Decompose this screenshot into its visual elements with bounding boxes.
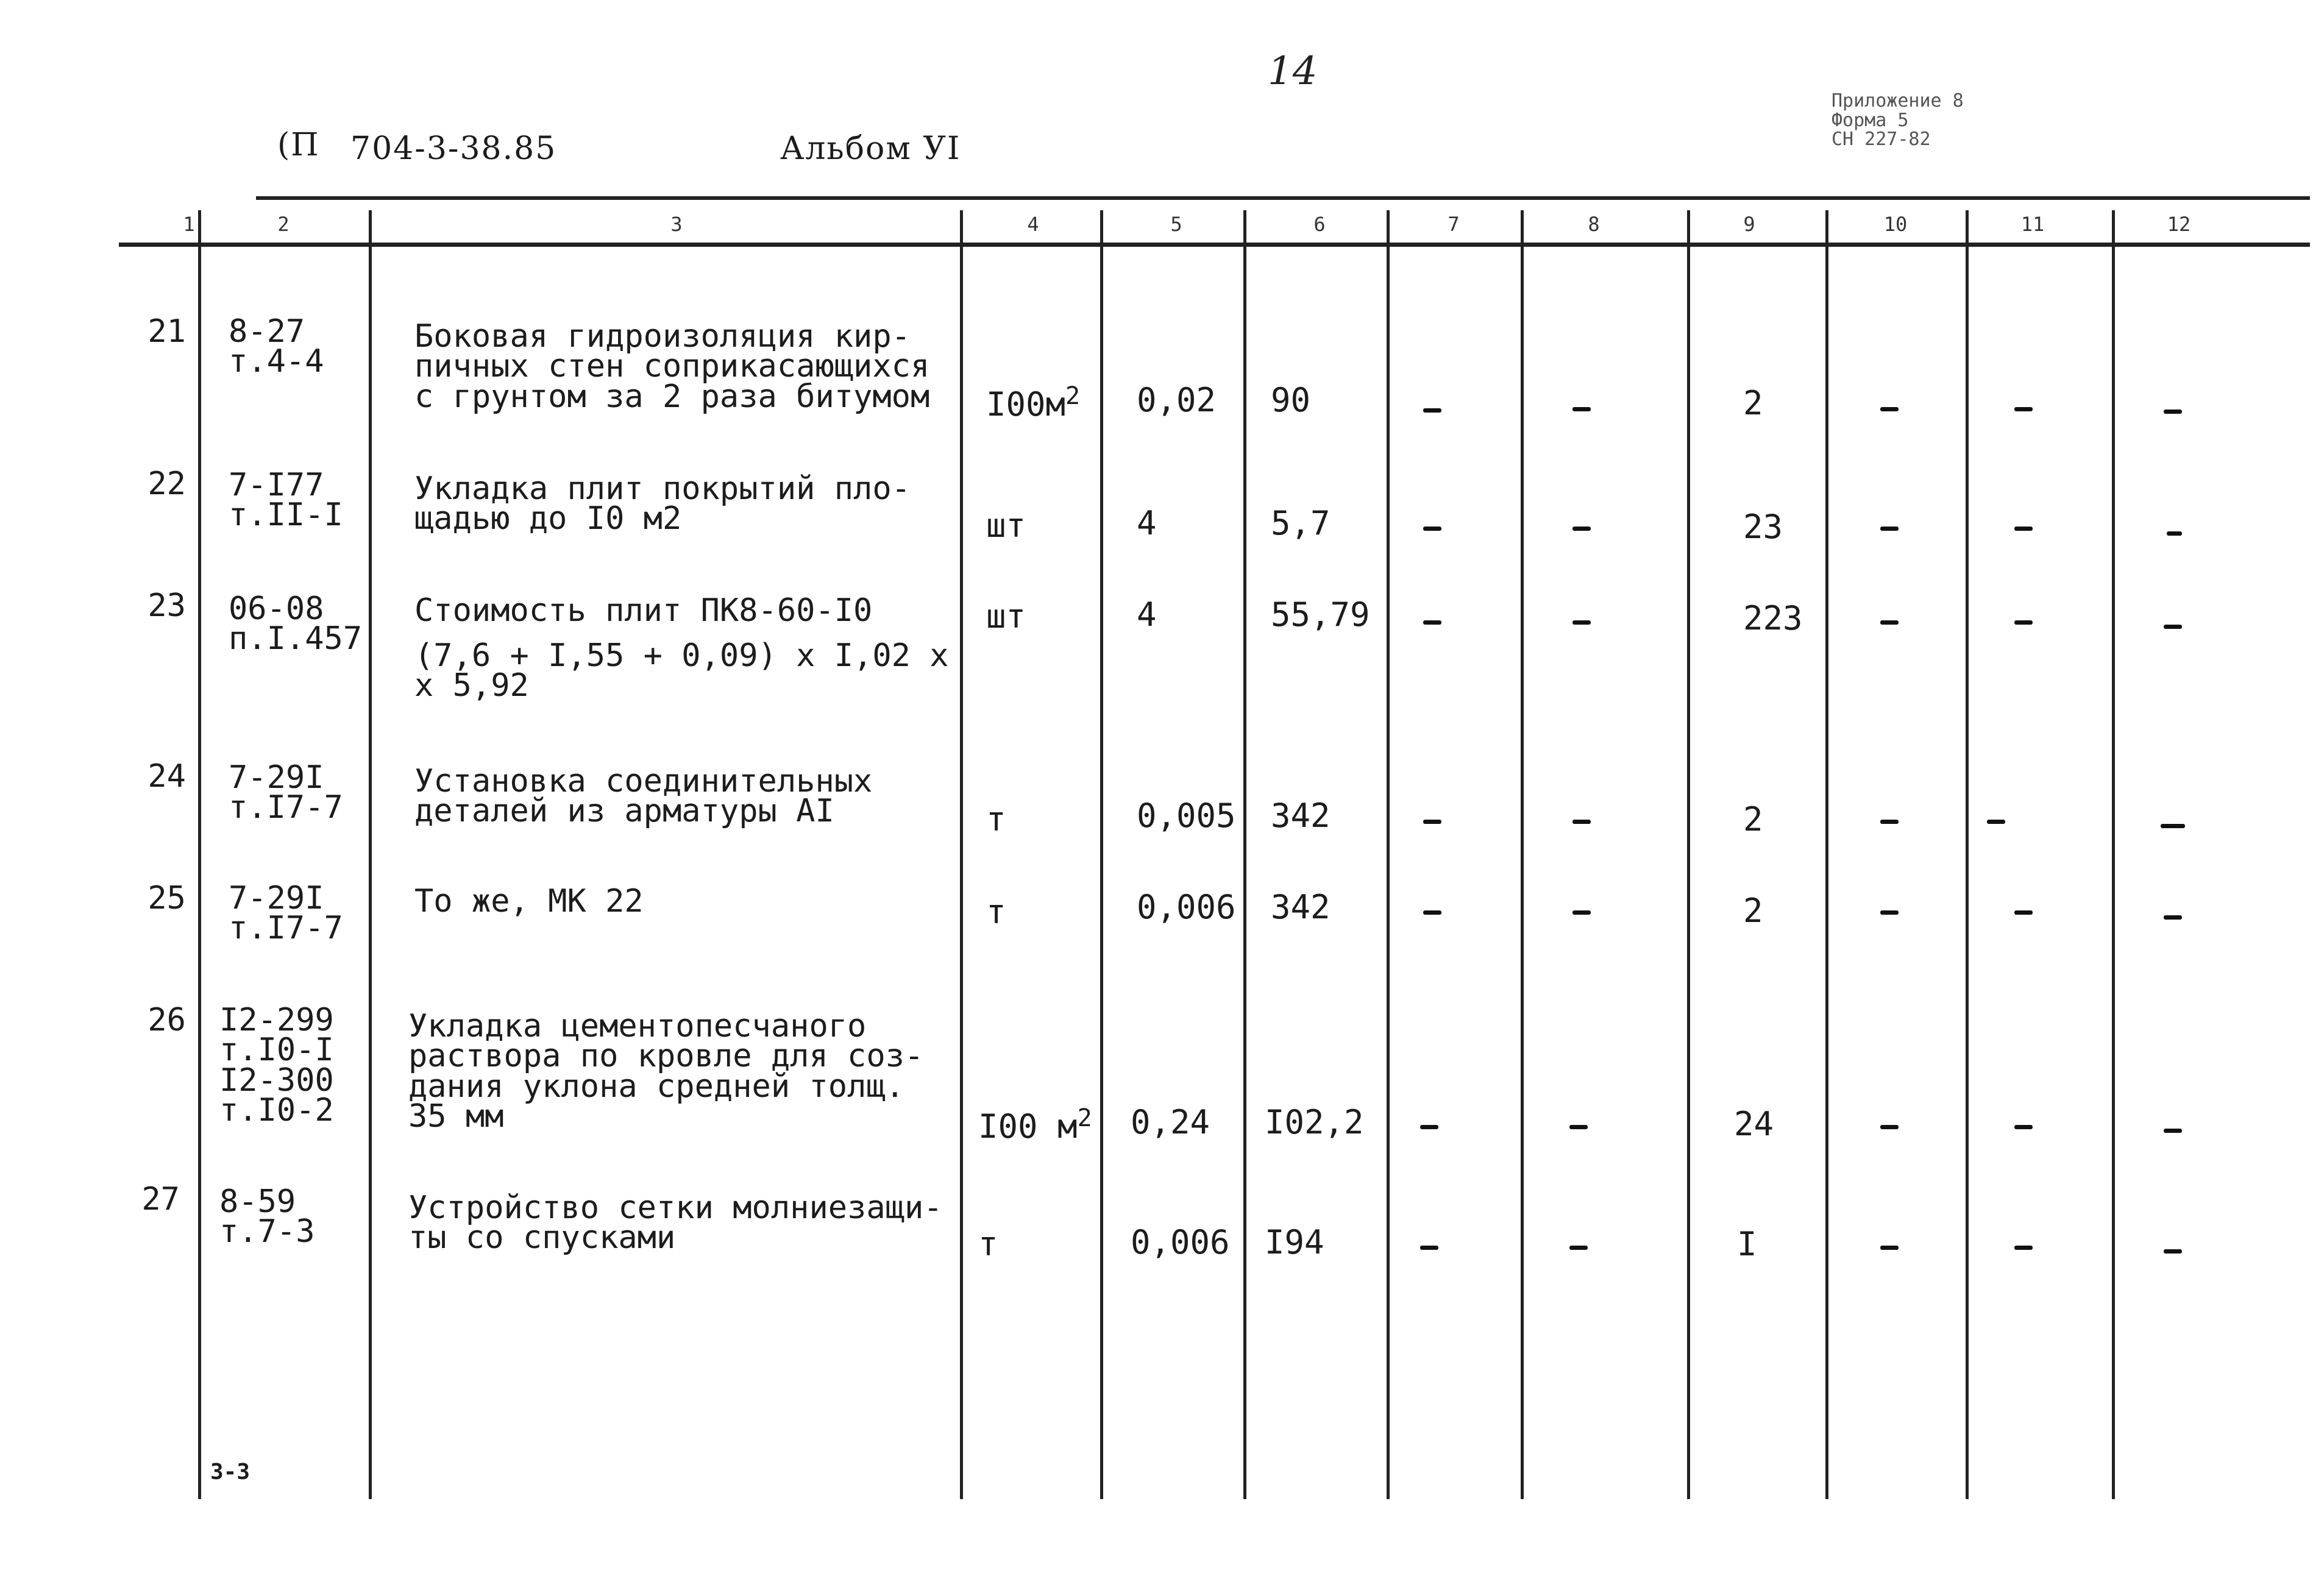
- row-code: 7-29I т.I7-7: [229, 759, 343, 826]
- empty-cell-dash: [1569, 1125, 1588, 1129]
- empty-cell-dash: [1572, 407, 1591, 411]
- column-divider: [960, 210, 963, 1499]
- row-total: I: [1737, 1225, 1757, 1263]
- row-quantity: 0,24: [1131, 1103, 1210, 1141]
- empty-cell-dash: [2014, 527, 2033, 531]
- column-divider: [1825, 210, 1828, 1499]
- col-number: 12: [2167, 213, 2191, 236]
- row-unit: I00 $м^2$: [978, 1104, 1092, 1146]
- empty-cell-dash: [1423, 820, 1441, 824]
- empty-cell-dash: [2161, 824, 2185, 828]
- empty-cell-dash: [1423, 620, 1441, 625]
- row-number: 25: [147, 880, 186, 917]
- row-total: 2: [1743, 800, 1763, 839]
- empty-cell-dash: [1420, 1246, 1438, 1250]
- series-label: (П: [277, 127, 320, 163]
- row-description: Установка соединительных деталей из арматуры АI: [414, 763, 873, 830]
- row-total: 2: [1743, 892, 1763, 930]
- col-number: 9: [1743, 213, 1755, 236]
- empty-cell-dash: [1880, 910, 1899, 915]
- empty-cell-dash: [1880, 820, 1899, 824]
- col-number: 3: [670, 213, 683, 236]
- row-description-formula: (7,6 + I,55 + 0,09) x I,02 x x 5,92: [414, 637, 949, 704]
- empty-cell-dash: [2014, 1246, 2033, 1250]
- row-total: 23: [1743, 508, 1783, 546]
- empty-cell-dash: [2164, 915, 2182, 920]
- row-description: То же, МК 22: [414, 883, 644, 920]
- col-number: 2: [277, 213, 290, 236]
- column-divider: [369, 210, 372, 1499]
- column-divider: [1521, 210, 1524, 1499]
- row-total: 223: [1743, 599, 1803, 637]
- empty-cell-dash: [2164, 410, 2182, 414]
- row-quantity: 4: [1137, 595, 1157, 634]
- row-quantity: 4: [1137, 504, 1157, 542]
- empty-cell-dash: [1423, 408, 1441, 413]
- row-description: Укладка плит покрытий пло- щадью до I0 м2: [414, 470, 911, 537]
- column-divider: [198, 210, 201, 1499]
- page-number: 14: [1268, 49, 1318, 94]
- header-rule: [119, 243, 2310, 247]
- corner-note-line: СН 227-82: [1832, 129, 1931, 150]
- row-unit: $I00м^2$: [986, 382, 1081, 424]
- col-number: 7: [1448, 213, 1460, 236]
- col-number: 4: [1027, 213, 1039, 236]
- row-unit: шт: [986, 506, 1026, 545]
- empty-cell-dash: [1880, 407, 1899, 411]
- corner-note: [1832, 91, 1964, 149]
- col-number: 8: [1588, 213, 1600, 236]
- column-divider: [1100, 210, 1103, 1499]
- col-number: 11: [2020, 213, 2045, 236]
- row-description: Стоимость плит ПК8-60-I0: [414, 592, 873, 629]
- row-unit: т: [986, 800, 1006, 839]
- empty-cell-dash: [1572, 527, 1591, 531]
- col-number: 6: [1313, 213, 1326, 236]
- project-code: 704-3-38.85: [350, 130, 557, 167]
- sheet-code: 3-3: [210, 1459, 250, 1484]
- row-number: 26: [147, 1002, 186, 1038]
- row-description: Боковая гидроизоляция кир- пичных стен соприкасающихся с грунтом за 2 раза битумом: [414, 318, 930, 415]
- empty-cell-dash: [2014, 620, 2033, 625]
- empty-cell-dash: [1423, 527, 1441, 531]
- column-divider: [1387, 210, 1390, 1499]
- column-divider: [1966, 210, 1969, 1499]
- row-code: I2-299 т.I0-I I2-300 т.I0-2: [219, 1002, 334, 1129]
- album-label: Альбом УI: [780, 130, 961, 167]
- empty-cell-dash: [2164, 1129, 2182, 1133]
- row-code: 8-59 т.7-3: [219, 1183, 315, 1250]
- col-number: 10: [1883, 213, 1908, 236]
- empty-cell-dash: [1987, 820, 2005, 824]
- row-price: I02,2: [1265, 1103, 1364, 1141]
- row-price: 5,7: [1271, 504, 1331, 542]
- empty-cell-dash: [2014, 910, 2033, 915]
- row-code: 7-29I т.I7-7: [229, 880, 343, 947]
- col-number: 5: [1170, 213, 1182, 236]
- empty-cell-dash: [2164, 1249, 2182, 1254]
- top-rule: [256, 196, 2310, 200]
- row-price: 55,79: [1271, 595, 1370, 634]
- empty-cell-dash: [1880, 527, 1899, 531]
- empty-cell-dash: [1569, 1246, 1588, 1250]
- row-price: I94: [1265, 1223, 1324, 1261]
- empty-cell-dash: [2164, 625, 2182, 629]
- row-quantity: 0,02: [1137, 381, 1217, 419]
- row-number: 21: [147, 313, 186, 350]
- empty-cell-dash: [1572, 820, 1591, 824]
- empty-cell-dash: [2014, 407, 2033, 411]
- empty-cell-dash: [1423, 910, 1441, 915]
- corner-note-line: Форма 5: [1832, 109, 1909, 131]
- row-quantity: 0,006: [1131, 1223, 1230, 1261]
- row-code: 06-08 п.I.457: [229, 591, 363, 658]
- row-quantity: 0,005: [1137, 796, 1236, 835]
- row-code: 8-27 т.4-4: [229, 313, 324, 380]
- row-total: 24: [1734, 1105, 1774, 1143]
- empty-cell-dash: [1420, 1125, 1438, 1129]
- row-description: Укладка цементопесчаного раствора по кровле для соз- дания уклона средней толщ. 35 мм: [408, 1008, 924, 1135]
- row-quantity: 0,006: [1137, 888, 1236, 926]
- col-number: 1: [183, 213, 195, 236]
- row-unit: т: [978, 1225, 998, 1263]
- empty-cell-dash: [1880, 1246, 1899, 1250]
- row-number: 24: [147, 758, 186, 795]
- row-number: 23: [147, 587, 186, 624]
- row-unit: шт: [986, 597, 1026, 636]
- row-number: 27: [141, 1181, 180, 1218]
- row-price: 90: [1271, 381, 1311, 419]
- row-price: 342: [1271, 888, 1331, 926]
- empty-cell-dash: [1880, 620, 1899, 625]
- empty-cell-dash: [2014, 1125, 2033, 1129]
- row-number: 22: [147, 466, 186, 502]
- row-code: 7-I77 т.II-I: [229, 467, 343, 534]
- column-divider: [1243, 210, 1246, 1499]
- column-divider: [1687, 210, 1690, 1499]
- empty-cell-dash: [1880, 1125, 1899, 1129]
- column-divider: [2112, 210, 2115, 1499]
- row-price: 342: [1271, 796, 1331, 835]
- empty-cell-dash: [1572, 910, 1591, 915]
- row-total: 2: [1743, 384, 1763, 422]
- row-description: Устройство сетки молниезащи- ты со спусками: [408, 1190, 943, 1257]
- empty-cell-dash: [2167, 531, 2182, 536]
- corner-note-line: Приложение 8: [1832, 90, 1964, 112]
- row-unit: т: [986, 893, 1006, 931]
- empty-cell-dash: [1572, 620, 1591, 625]
